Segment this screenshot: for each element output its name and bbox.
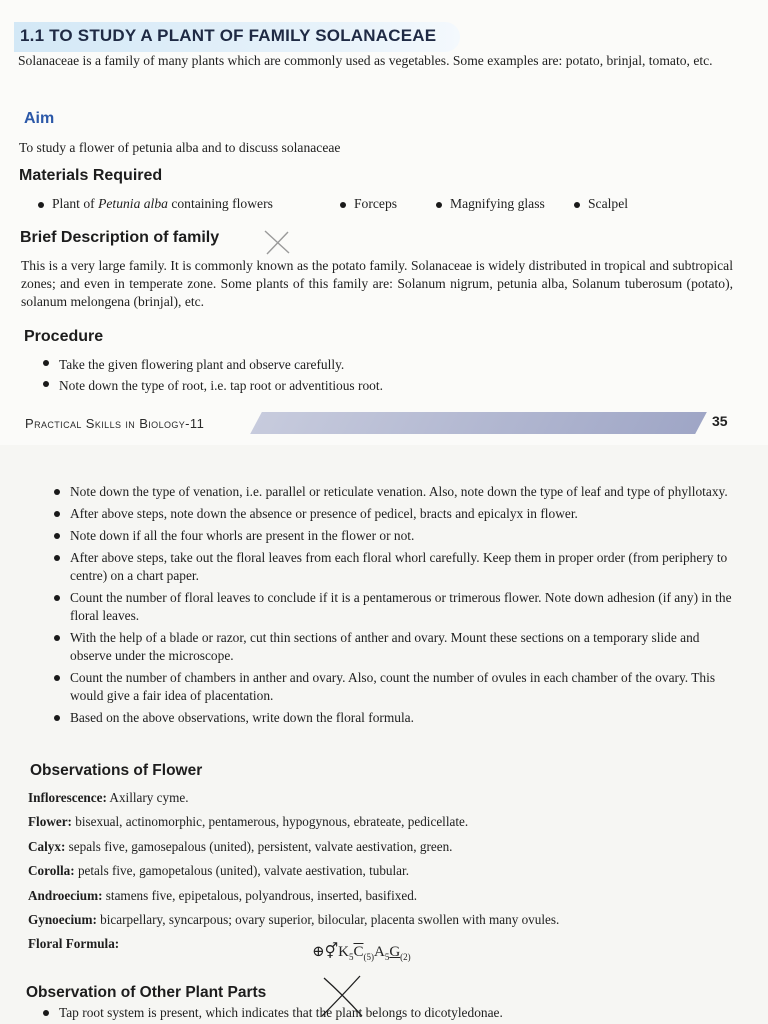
other-parts-heading: Observation of Other Plant Parts	[26, 984, 267, 1001]
procedure-step: After above steps, take out the floral leaves from each floral whorl carefully. Keep them in proper order (from periphery to centre) on a chart paper.	[52, 549, 742, 585]
material-item-plant: Plant of Petunia alba containing flowers	[36, 196, 273, 212]
procedure-step: Count the number of chambers in anther and ovary. Also, count the number of ovules in each chamber of the ovary. This would give a fair idea of placentation.	[52, 669, 742, 705]
observation-row: Androecium: stamens five, epipetalous, polyandrous, inserted, basifixed.	[28, 887, 418, 903]
observation-row: Floral Formula:	[28, 936, 120, 952]
other-part-item: Tap root system is present, which indicates that the plant belongs to dicotyledonae.	[41, 1004, 741, 1022]
materials-list	[36, 196, 756, 216]
material-item-scalpel: Scalpel	[572, 196, 628, 212]
observations-heading: Observations of Flower	[30, 762, 203, 779]
footer-bar	[250, 412, 707, 434]
materials-heading: Materials Required	[19, 167, 163, 184]
floral-formula: $\oplus⚥K_5\overline{C}_{(5)}A_5G_{(2)}$	[312, 944, 411, 962]
actinomorphic-bisexual-symbol: ⊕⚥	[312, 944, 339, 960]
aim-heading: Aim	[24, 110, 55, 127]
intro-paragraph: Solanaceae is a family of many plants which are commonly used as vegetables. Some examples are: potato, brinjal, tomato, etc.	[18, 53, 713, 68]
procedure-step: After above steps, note down the absence or presence of pedicel, bracts and epicalyx in flower.	[52, 505, 742, 523]
page-number: 35	[712, 413, 728, 429]
pen-cross-mark	[262, 228, 292, 256]
observations-list	[28, 786, 748, 957]
material-item-magnifying-glass: Magnifying glass	[434, 196, 545, 212]
observation-row: Flower: bisexual, actinomorphic, pentamerous, hypogynous, ebrateate, pedicellate.	[28, 814, 469, 830]
procedure-step: Count the number of floral leaves to conclude if it is a pentamerous or trimerous flower. Note down adhesion (if any) in the floral leaves.	[52, 589, 742, 625]
petunia-alba-italic: Petunia alba	[98, 196, 168, 211]
procedure-step: Based on the above observations, write down the floral formula.	[52, 709, 742, 727]
section-title: 1.1 TO STUDY A PLANT OF FAMILY SOLANACEAE	[20, 26, 437, 45]
material-item-forceps: Forceps	[338, 196, 397, 212]
aim-text: To study a flower of petunia alba and to discuss solanaceae	[19, 140, 341, 155]
observation-row: Calyx: sepals five, gamosepalous (united), persistent, valvate aestivation, green.	[28, 838, 453, 854]
procedure-step: Note down the type of root, i.e. tap root or adventitious root.	[41, 375, 741, 396]
book-title: Practical Skills in Biology-11	[25, 416, 205, 431]
procedure-steps-bottom	[52, 483, 742, 727]
observation-row: Corolla: petals five, gamopetalous (united), valvate aestivation, tubular.	[28, 863, 409, 879]
procedure-heading: Procedure	[24, 328, 104, 345]
procedure-steps-top	[41, 354, 741, 396]
observation-row: Gynoecium: bicarpellary, syncarpous; ovary superior, bilocular, placenta swollen with many ovules.	[28, 912, 560, 928]
procedure-step: Note down the type of venation, i.e. parallel or reticulate venation. Also, note down the type of leaf and type of phyllotaxy.	[52, 483, 742, 501]
procedure-step: Note down if all the four whorls are present in the flower or not.	[52, 527, 742, 545]
other-parts-list	[41, 1004, 741, 1022]
description-text: This is a very large family. It is commonly known as the potato family. Solanaceae is widely distributed in tropical and subtropical zones; and even in temperate zone. Some plants of this family are: Solanum nigrum, petunia alba, Solanum tuberosum (potato), solanum melongena (brinjal), etc.	[21, 258, 733, 309]
observation-row: Inflorescence: Axillary cyme.	[28, 790, 189, 805]
description-heading: Brief Description of family	[20, 229, 220, 246]
procedure-step: With the help of a blade or razor, cut thin sections of anther and ovary. Mount these sections on a temporary slide and observe under the microscope.	[52, 629, 742, 665]
procedure-step: Take the given flowering plant and observe carefully.	[41, 354, 741, 375]
